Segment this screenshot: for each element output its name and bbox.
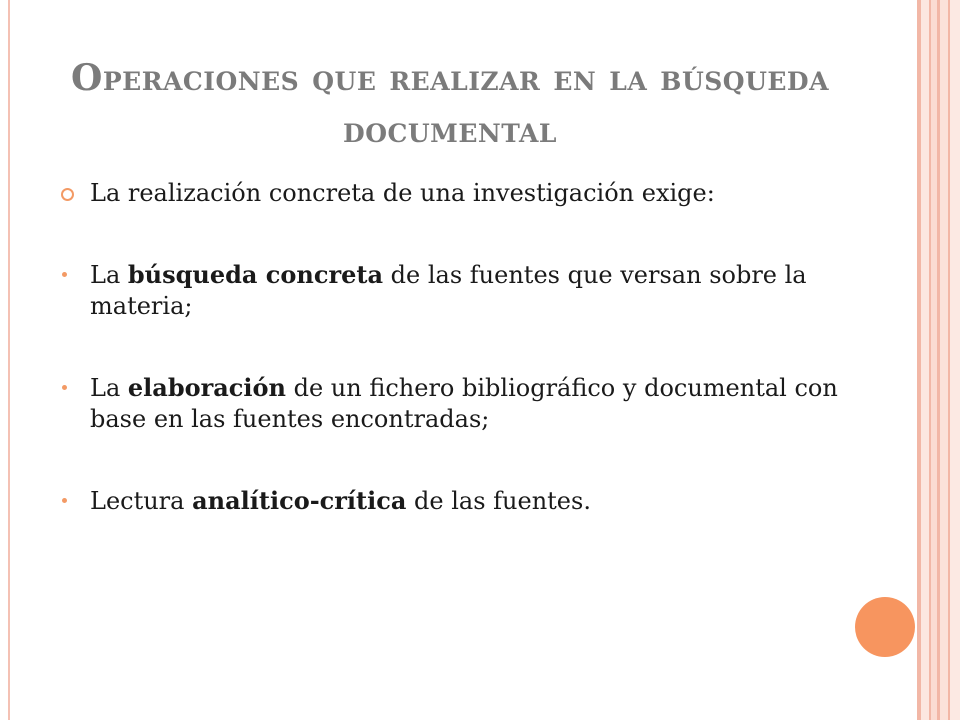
bullet-pre: La	[90, 374, 128, 402]
bullet-pre: La	[90, 261, 128, 289]
ring-bullet-icon	[61, 188, 74, 201]
bullet-text	[90, 485, 880, 517]
right-stripe	[950, 0, 960, 720]
intro-paragraph	[60, 178, 880, 209]
bullet-post: de las fuentes que versan sobre la materia;	[90, 261, 807, 320]
left-frame-line	[8, 0, 10, 720]
bullet-pre: Lectura	[90, 487, 193, 515]
bullet-post: de las fuentes.	[406, 487, 591, 515]
bullet-bold: analítico-crítica	[192, 486, 407, 515]
intro-text: La realización concreta de una investigación exige:	[90, 179, 715, 207]
bullet-text	[90, 259, 880, 322]
slide-content	[60, 172, 880, 517]
right-stripe	[940, 0, 948, 720]
bullet-bold: búsqueda concreta	[127, 260, 384, 289]
bullet-post: de un fichero bibliográfico y documental con base en las fuentes encontradas;	[90, 374, 838, 433]
bullet-item	[60, 485, 880, 517]
dot-bullet-icon	[62, 385, 67, 390]
slide-title: Operaciones que realizar en la búsqueda documental	[70, 57, 830, 151]
bullet-item	[60, 372, 880, 435]
orange-circle-decoration	[855, 597, 915, 657]
right-stripe	[921, 0, 929, 720]
bullet-item	[60, 259, 880, 322]
bullet-text	[90, 372, 880, 435]
dot-bullet-icon	[62, 498, 67, 503]
bullet-bold: elaboración	[127, 373, 286, 402]
dot-bullet-icon	[62, 272, 67, 277]
